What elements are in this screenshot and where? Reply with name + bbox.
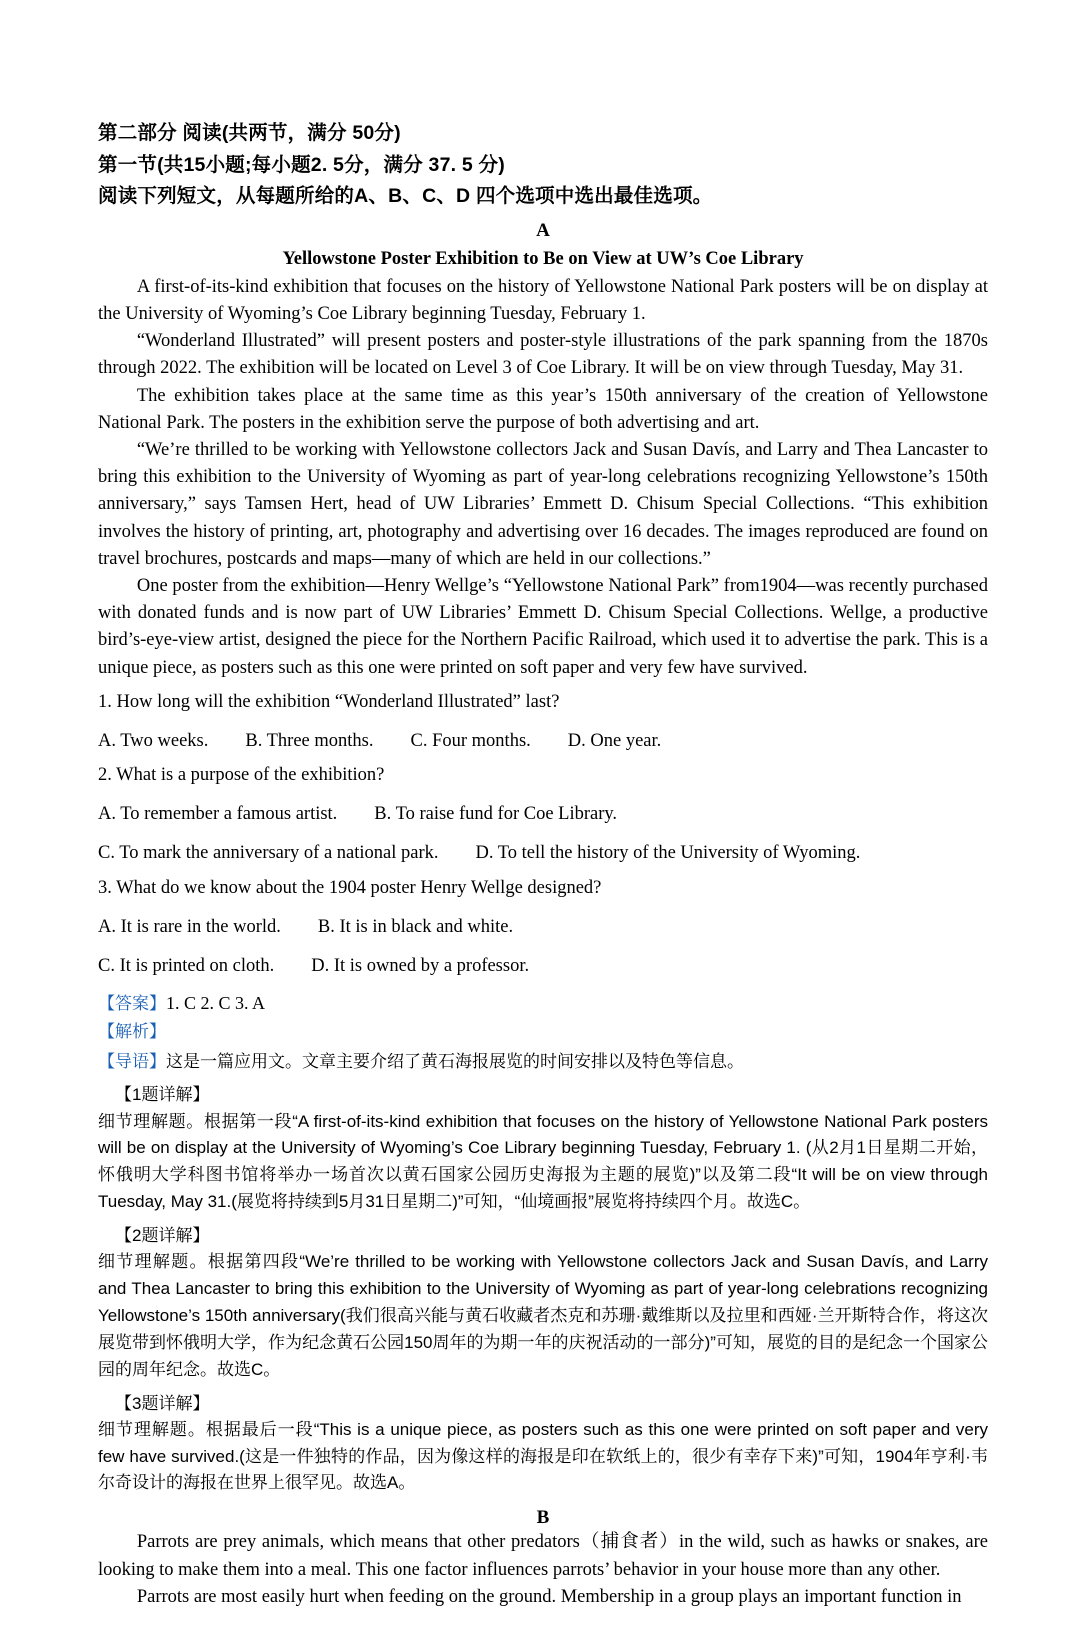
passage-a-paragraph: “We’re thrilled to be working with Yellowstone collectors Jack and Susan Davís, and Larry and Thea Lancaster to bring this exhibition to the University of Wyoming as part of year-long celebrations recognizing Yellowstone’s 150th anniversary,” says Tamsen Hert, head of UW Libraries’ Emmett D. Chisum Special Collections. “This exhibition involves the history of printing, art, photography and advertising over 16 decades. The images reproduced are found on travel brochures, postcards and maps—many of which are held in our collections.”: [98, 440, 988, 569]
question-2-stem: 2. What is a purpose of the exhibition?: [98, 765, 385, 786]
answer-key-tag: 【答案】: [98, 994, 166, 1014]
question-1-stem: 1. How long will the exhibition “Wonderland Illustrated” last?: [98, 691, 560, 712]
explanation-1-text: 细节理解题。根据第一段“A first-of-its-kind exhibition that focuses on the history of Yellowstone National Park posters will be on display at the University of Wyoming’s Coe Library beginning Tuesday, February 1. (从2月1日星期二开始，怀俄明大学科图书馆将举办一场首次以黄石国家公园历史海报为主题的展览)”以及第二段“It will be on view through Tuesday, May 31.(展览将持续到5月31日星期二)”可知，“仙境画报”展览将持续四个月。故选C。: [98, 1111, 988, 1212]
analysis-tag: 【解析】: [98, 1022, 166, 1042]
explanation-3-text: 细节理解题。根据最后一段“This is a unique piece, as posters such as this one were printed on soft paper and very few have survived.(这是一件独特的作品，因为像这样的海报是印在软纸上的，很少有幸存下来)”可知，1904年亨利·韦尔奇设计的海报在世界上很罕见。故选A。: [98, 1419, 988, 1493]
passage-a-paragraph: A first-of-its-kind exhibition that focuses on the history of Yellowstone National Park posters will be on display at the University of Wyoming’s Coe Library beginning Tuesday, February 1.: [98, 276, 988, 325]
explanation-2-text: 细节理解题。根据第四段“We’re thrilled to be working with Yellowstone collectors Jack and Susan Davís, and Larry and Thea Lancaster to bring this exhibition to the University of Wyoming as part of year-long celebrations recognizing Yellowstone’s 150th anniversary(我们很高兴能与黄石收藏者杰克和苏珊·戴维斯以及拉里和西娅·兰开斯特合作，将这次展览带到怀俄明大学，作为纪念黄石公园150周年的为期一年的庆祝活动的一部分)”可知，展览的目的是纪念一个国家公园的周年纪念。故选C。: [98, 1252, 988, 1379]
instruction-heading: 阅读下列短文，从每题所给的A、B、C、D 四个选项中选出最佳选项。: [98, 185, 713, 208]
question-2-options-row2[interactable]: C. To mark the anniversary of a national park. D. To tell the history of the University of Wyoming.: [98, 843, 861, 864]
answer-key-values: 1. C 2. C 3. A: [166, 993, 266, 1014]
passage-a-paragraph: The exhibition takes place at the same time as this year’s 150th anniversary of the creation of Yellowstone National Park. The posters in the exhibition serve the purpose of both advertising and art.: [98, 385, 988, 433]
passage-a-paragraph: One poster from the exhibition—Henry Wellge’s “Yellowstone National Park” from1904—was recently purchased with donated funds and is now part of UW Libraries’ Emmett D. Chisum Special Collections. Wellge, a productive bird’s-eye-view artist, designed the piece for the Northern Pacific Railroad, which used it to advertise the park. This is a unique piece, as posters such as this one were printed on soft paper and very few have survived.: [98, 575, 988, 678]
passage-a-letter: A: [536, 219, 550, 241]
question-1-options[interactable]: A. Two weeks. B. Three months. C. Four months. D. One year.: [98, 730, 662, 751]
passage-b-paragraph: Parrots are most easily hurt when feeding on the ground. Membership in a group plays an important function in: [136, 1586, 962, 1607]
section-heading: 第一节(共15小题;每小题2. 5分，满分 37. 5 分): [98, 153, 505, 176]
answer-key: [98, 989, 988, 1018]
passage-b-paragraph: Parrots are prey animals, which means that other predators（捕食者）in the wild, such as hawks or snakes, are looking to make them into a meal. This one factor influences parrots’ behavior in your house more than any other.: [98, 1532, 988, 1580]
explanation-2-tag: 【2题详解】: [115, 1226, 210, 1246]
passage-a-paragraph: “Wonderland Illustrated” will present posters and poster-style illustrations of the park spanning from the 1870s through 2022. The exhibition will be located on Level 3 of Coe Library. It will be on view through Tuesday, May 31.: [98, 331, 988, 379]
guide-text: 这是一篇应用文。文章主要介绍了黄石海报展览的时间安排以及特色等信息。: [166, 1051, 744, 1071]
passage-a-title: Yellowstone Poster Exhibition to Be on View at UW’s Coe Library: [282, 249, 804, 270]
guide-line: [98, 1048, 988, 1076]
guide-tag: 【导语】: [98, 1051, 166, 1071]
question-3-options-row1[interactable]: A. It is rare in the world. B. It is in black and white.: [98, 916, 514, 937]
passage-b-letter: B: [536, 1507, 550, 1529]
explanation-3-tag: 【3题详解】: [115, 1393, 210, 1413]
question-2-options-row1[interactable]: A. To remember a famous artist. B. To raise fund for Coe Library.: [98, 804, 618, 825]
question-3-options-row2[interactable]: C. It is printed on cloth. D. It is owned by a professor.: [98, 956, 530, 977]
part-heading: 第二部分 阅读(共两节，满分 50分): [98, 122, 401, 144]
explanation-1-tag: 【1题详解】: [115, 1085, 210, 1105]
question-3-stem: 3. What do we know about the 1904 poster Henry Wellge designed?: [98, 877, 602, 898]
